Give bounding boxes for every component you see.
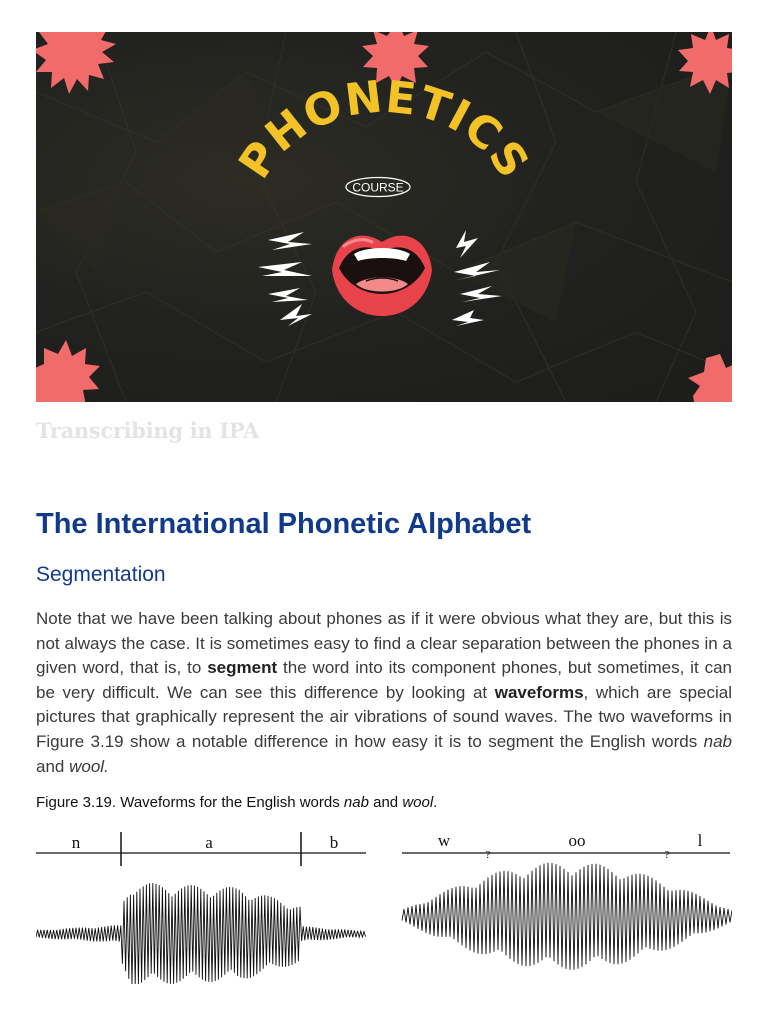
paragraph-text-4: and	[36, 756, 70, 776]
phonetics-logo	[36, 32, 732, 402]
body-paragraph	[36, 607, 732, 779]
svg-text:PHONETICS	[229, 71, 539, 187]
term-waveforms: waveforms	[494, 682, 584, 702]
section-subheading: Segmentation	[36, 563, 166, 586]
waveform-trace	[36, 883, 366, 984]
segment-label-l: l	[697, 831, 703, 850]
segment-label-w: w	[437, 831, 451, 850]
paragraph-text-3: , which are special pictures that graphically represent the air vibrations of sound waves. The two waveforms in Figure 3.19 show a notable difference in how easy it is to segment the English words	[36, 682, 733, 751]
phonetics-course-banner	[36, 32, 732, 402]
sound-bolts-right	[452, 230, 502, 326]
caption-word-nab: nab	[343, 794, 369, 811]
sound-bolts-left	[258, 232, 312, 326]
uncertain-boundary-mark: ?	[485, 849, 491, 861]
banner-title: PHONETICS	[229, 71, 539, 188]
caption-end: .	[433, 794, 438, 811]
segment-label-n: n	[71, 833, 81, 852]
segment-label-oo: oo	[568, 831, 586, 850]
caption-prefix: Figure 3.19. Waveforms for the English words	[36, 794, 344, 811]
segment-label-a: a	[205, 833, 213, 852]
paragraph-text-1: Note that we have been talking about phones as if it were obvious what they are, but this is not always the case. It is sometimes easy to find a clear separation between the phones in a given word, that is, to	[36, 609, 732, 678]
caption-mid: and	[368, 794, 403, 811]
section-kicker: Transcribing in IPA	[36, 418, 259, 443]
uncertain-boundary-mark: ?	[664, 849, 670, 861]
word-nab: nab	[703, 731, 732, 751]
term-segment: segment	[207, 658, 278, 678]
open-mouth-icon	[332, 236, 432, 316]
word-wool: wool.	[69, 756, 109, 776]
waveform-trace	[402, 863, 732, 970]
paragraph-text-2: the word into its component phones, but sometimes, it can be very difficult. We can see this difference by looking at	[36, 658, 732, 702]
figure-caption	[36, 794, 437, 811]
caption-word-wool: wool	[402, 794, 434, 811]
page-heading: The International Phonetic Alphabet	[36, 508, 532, 540]
waveform-nab	[36, 828, 368, 984]
waveform-wool	[400, 828, 732, 984]
course-badge	[346, 178, 410, 197]
segment-label-b: b	[329, 833, 339, 852]
course-badge-label: COURSE	[352, 180, 404, 195]
